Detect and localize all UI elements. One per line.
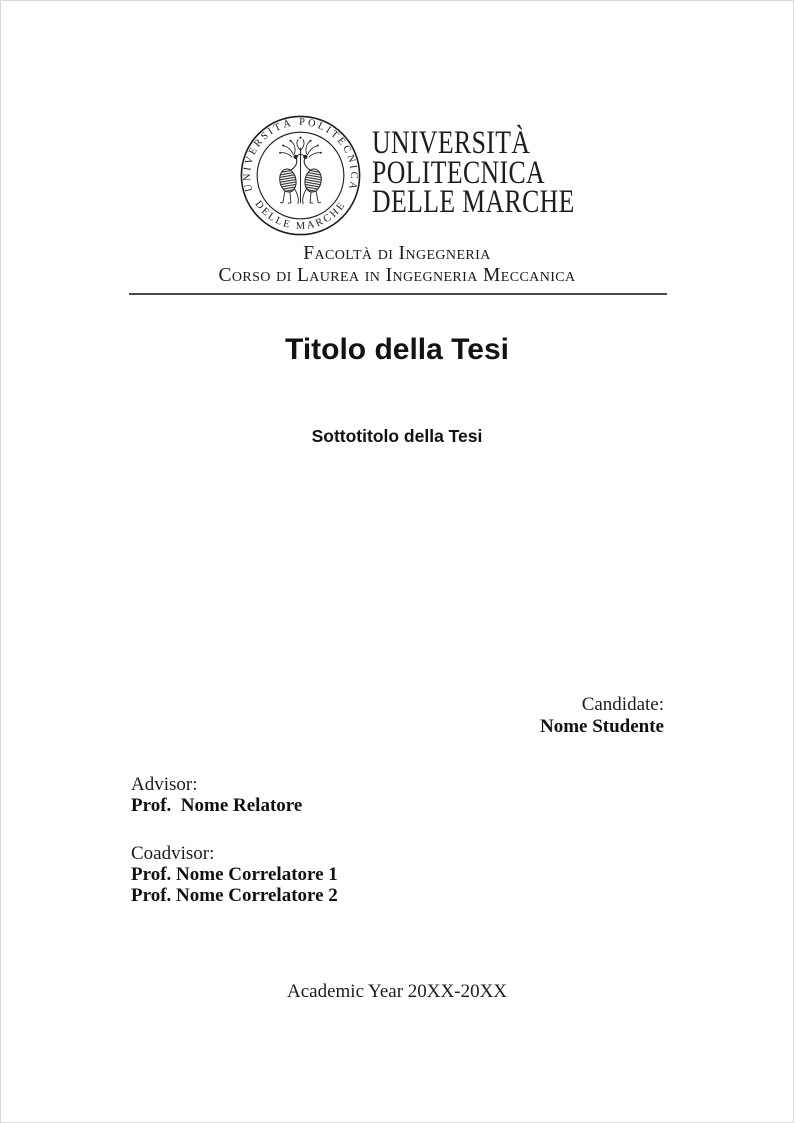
faculty-block [1,243,793,287]
coadvisor-label: Coadvisor: [131,843,215,864]
seal-ring-text-bottom: DELLE MARCHE [252,198,349,232]
seal-ring-text-top: UNIVERSITÀ POLITECNICA [242,116,359,193]
wordmark-line-1: UNIVERSITÀ [372,125,531,161]
thesis-subtitle: Sottotitolo della Tesi [311,426,483,446]
advisor-name: Prof. Nome Relatore [131,795,303,816]
academic-year: Academic Year 20XX-20XX [286,981,508,1002]
coadvisor-name-1: Prof. Nome Correlatore 1 [131,864,338,885]
header-divider [129,293,667,295]
wordmark-line-2: POLITECNICA [372,154,546,191]
wordmark-line-3: DELLE MARCHE [372,184,575,220]
university-wordmark [372,125,575,220]
candidate-name: Nome Studente [539,716,664,737]
advisor-label: Advisor: [131,774,198,795]
coadvisor-name-2: Prof. Nome Correlatore 2 [131,885,338,906]
thesis-title: Titolo della Tesi [285,333,509,366]
degree-course-name: Corso di Laurea in Ingegneria Meccanica [218,265,576,286]
faculty-name: Facoltà di Ingegneria [303,243,491,264]
university-seal-icon [240,115,361,236]
coadvisor-block [131,843,338,906]
candidate-block [540,694,664,738]
candidate-label: Candidate: [581,694,664,715]
advisor-block [131,774,302,816]
